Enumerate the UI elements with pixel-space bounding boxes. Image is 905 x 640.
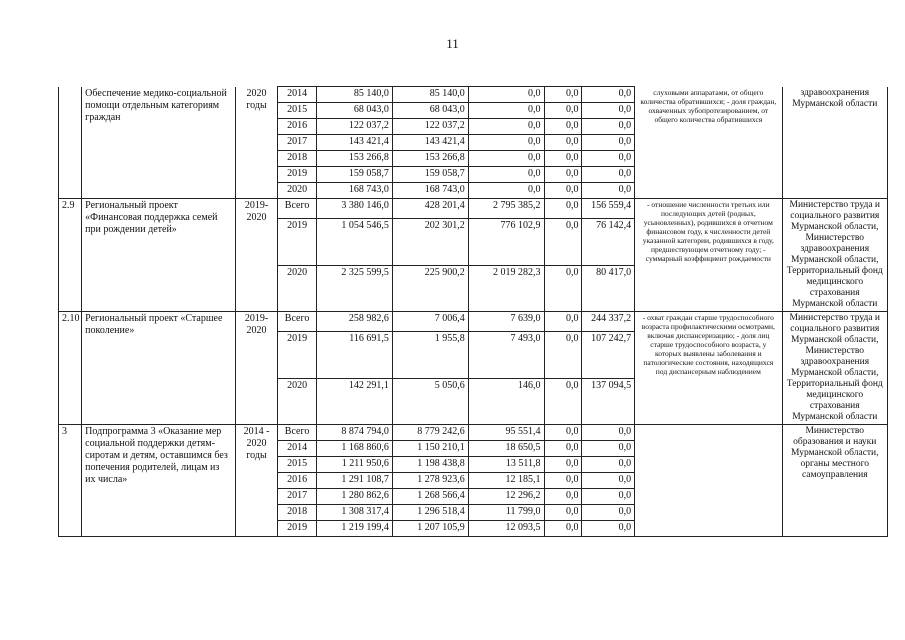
total-cell: 1 211 950,6 [317,457,393,473]
local-cell: 0,0 [544,425,582,441]
other-cell: 0,0 [582,473,635,489]
local-cell: 0,0 [544,199,582,219]
local-cell: 0,0 [544,183,582,199]
table-row [59,312,888,332]
budget-cell: 159 058,7 [392,167,468,183]
budget-cell: 428 201,4 [392,199,468,219]
budget-cell: 1 296 518,4 [392,505,468,521]
budget-cell: 1 278 923,6 [392,473,468,489]
federal-cell: 18 650,5 [468,441,544,457]
section-number: 3 [59,425,82,537]
indicators-cell [635,425,782,537]
section-period: 2019-2020 [235,312,277,425]
executor-cell: Министерство образования и науки Мурманской области, органы местного самоуправления [782,425,887,537]
local-cell: 0,0 [544,103,582,119]
local-cell: 0,0 [544,378,582,424]
budget-cell: 122 037,2 [392,119,468,135]
year-cell: Всего [278,312,317,332]
total-cell: 1 308 317,4 [317,505,393,521]
total-cell: 2 325 599,5 [317,265,393,311]
total-cell: 142 291,1 [317,378,393,424]
year-cell: 2020 [278,265,317,311]
budget-cell: 7 006,4 [392,312,468,332]
local-cell: 0,0 [544,332,582,378]
other-cell: 0,0 [582,505,635,521]
other-cell: 0,0 [582,489,635,505]
year-cell: 2016 [278,473,317,489]
federal-cell: 11 799,0 [468,505,544,521]
local-cell: 0,0 [544,457,582,473]
local-cell: 0,0 [544,489,582,505]
other-cell: 0,0 [582,425,635,441]
local-cell: 0,0 [544,441,582,457]
budget-cell: 153 266,8 [392,151,468,167]
federal-cell: 2 795 385,2 [468,199,544,219]
other-cell: 0,0 [582,183,635,199]
total-cell: 85 140,0 [317,87,393,103]
section-number [59,87,82,199]
federal-cell: 13 511,8 [468,457,544,473]
federal-cell: 2 019 282,3 [468,265,544,311]
federal-cell: 12 185,1 [468,473,544,489]
other-cell: 80 417,0 [582,265,635,311]
local-cell: 0,0 [544,87,582,103]
budget-cell: 1 198 438,8 [392,457,468,473]
section-number: 2.9 [59,199,82,312]
federal-cell: 12 296,2 [468,489,544,505]
local-cell: 0,0 [544,521,582,537]
federal-cell: 0,0 [468,151,544,167]
local-cell: 0,0 [544,312,582,332]
federal-cell: 0,0 [468,87,544,103]
other-cell: 107 242,7 [582,332,635,378]
federal-cell: 12 093,5 [468,521,544,537]
budget-cell: 1 268 566,4 [392,489,468,505]
total-cell: 1 054 546,5 [317,219,393,265]
year-cell: 2017 [278,135,317,151]
program-table [58,86,888,537]
federal-cell: 95 551,4 [468,425,544,441]
indicators-cell: слуховыми аппаратами, от общего количества обратившихся; - доля граждан, охваченных зубопротезированием, от общего количества обратившихся [635,87,782,199]
other-cell: 0,0 [582,441,635,457]
budget-cell: 68 043,0 [392,103,468,119]
year-cell: 2014 [278,441,317,457]
total-cell: 8 874 794,0 [317,425,393,441]
page-number: 11 [446,36,459,51]
total-cell: 143 421,4 [317,135,393,151]
total-cell: 122 037,2 [317,119,393,135]
total-cell: 168 743,0 [317,183,393,199]
total-cell: 1 219 199,4 [317,521,393,537]
local-cell: 0,0 [544,151,582,167]
local-cell: 0,0 [544,473,582,489]
other-cell: 0,0 [582,151,635,167]
local-cell: 0,0 [544,219,582,265]
budget-cell: 1 150 210,1 [392,441,468,457]
local-cell: 0,0 [544,167,582,183]
budget-cell: 225 900,2 [392,265,468,311]
budget-cell: 85 140,0 [392,87,468,103]
other-cell: 0,0 [582,457,635,473]
section-name: Региональный проект «Старшее поколение» [82,312,236,425]
section-period: 2020 годы [235,87,277,199]
federal-cell: 7 639,0 [468,312,544,332]
other-cell: 0,0 [582,103,635,119]
budget-cell: 8 779 242,6 [392,425,468,441]
federal-cell: 0,0 [468,183,544,199]
local-cell: 0,0 [544,119,582,135]
section-name: Подпрограмма 3 «Оказание мер социальной поддержки детям-сиротам и детям, оставшимся без попечения родителей, лицам из их числа» [82,425,236,537]
local-cell: 0,0 [544,135,582,151]
budget-cell: 202 301,2 [392,219,468,265]
executor-cell: Министерство труда и социального развития Мурманской области, Министерство здравоохранения Мурманской области, Территориальный фонд медицинского страхования Мурманской области [782,312,887,425]
table-row [59,87,888,103]
total-cell: 1 168 860,6 [317,441,393,457]
year-cell: 2015 [278,457,317,473]
federal-cell: 146,0 [468,378,544,424]
section-name: Региональный проект «Финансовая поддержка семей при рождении детей» [82,199,236,312]
local-cell: 0,0 [544,265,582,311]
total-cell: 159 058,7 [317,167,393,183]
year-cell: 2019 [278,219,317,265]
other-cell: 76 142,4 [582,219,635,265]
budget-cell: 168 743,0 [392,183,468,199]
year-cell: 2014 [278,87,317,103]
federal-cell: 0,0 [468,135,544,151]
other-cell: 0,0 [582,167,635,183]
budget-cell: 1 955,8 [392,332,468,378]
federal-cell: 7 493,0 [468,332,544,378]
executor-cell: Министерство труда и социального развития Мурманской области, Министерство здравоохранения Мурманской области, Территориальный фонд медицинского страхования Мурманской области [782,199,887,312]
total-cell: 1 291 108,7 [317,473,393,489]
year-cell: 2020 [278,183,317,199]
section-period: 2014 - 2020 годы [235,425,277,537]
total-cell: 258 982,6 [317,312,393,332]
budget-cell: 5 050,6 [392,378,468,424]
other-cell: 0,0 [582,135,635,151]
year-cell: 2019 [278,332,317,378]
year-cell: 2017 [278,489,317,505]
year-cell: Всего [278,199,317,219]
section-number: 2.10 [59,312,82,425]
year-cell: 2018 [278,505,317,521]
table-row [59,199,888,219]
federal-cell: 0,0 [468,119,544,135]
indicators-cell: - отношение численности третьих или последующих детей (родных, усыновленных), родившихся в отчетном финансовом году, к численности детей указанной категории, родившихся в году, предшествующем отчетному году; - суммарный коэффициент рождаемости [635,199,782,312]
local-cell: 0,0 [544,505,582,521]
indicators-cell: - охват граждан старше трудоспособного возраста профилактическими осмотрами, включая диспансеризацию; - доля лиц старше трудоспособного возраста, у которых выявлены заболевания и патологические состояния, находящихся под диспансерным наблюдением [635,312,782,425]
other-cell: 0,0 [582,119,635,135]
total-cell: 3 380 146,0 [317,199,393,219]
other-cell: 244 337,2 [582,312,635,332]
year-cell: Всего [278,425,317,441]
budget-cell: 143 421,4 [392,135,468,151]
budget-cell: 1 207 105,9 [392,521,468,537]
table-row [59,425,888,441]
other-cell: 0,0 [582,87,635,103]
section-name: Обеспечение медико-социальной помощи отдельным категориям граждан [82,87,236,199]
year-cell: 2020 [278,378,317,424]
section-period: 2019-2020 [235,199,277,312]
year-cell: 2016 [278,119,317,135]
total-cell: 68 043,0 [317,103,393,119]
federal-cell: 0,0 [468,103,544,119]
other-cell: 137 094,5 [582,378,635,424]
total-cell: 116 691,5 [317,332,393,378]
total-cell: 153 266,8 [317,151,393,167]
federal-cell: 0,0 [468,167,544,183]
year-cell: 2019 [278,167,317,183]
other-cell: 0,0 [582,521,635,537]
executor-cell: здравоохранения Мурманской области [782,87,887,199]
total-cell: 1 280 862,6 [317,489,393,505]
year-cell: 2018 [278,151,317,167]
federal-cell: 776 102,9 [468,219,544,265]
year-cell: 2019 [278,521,317,537]
year-cell: 2015 [278,103,317,119]
other-cell: 156 559,4 [582,199,635,219]
